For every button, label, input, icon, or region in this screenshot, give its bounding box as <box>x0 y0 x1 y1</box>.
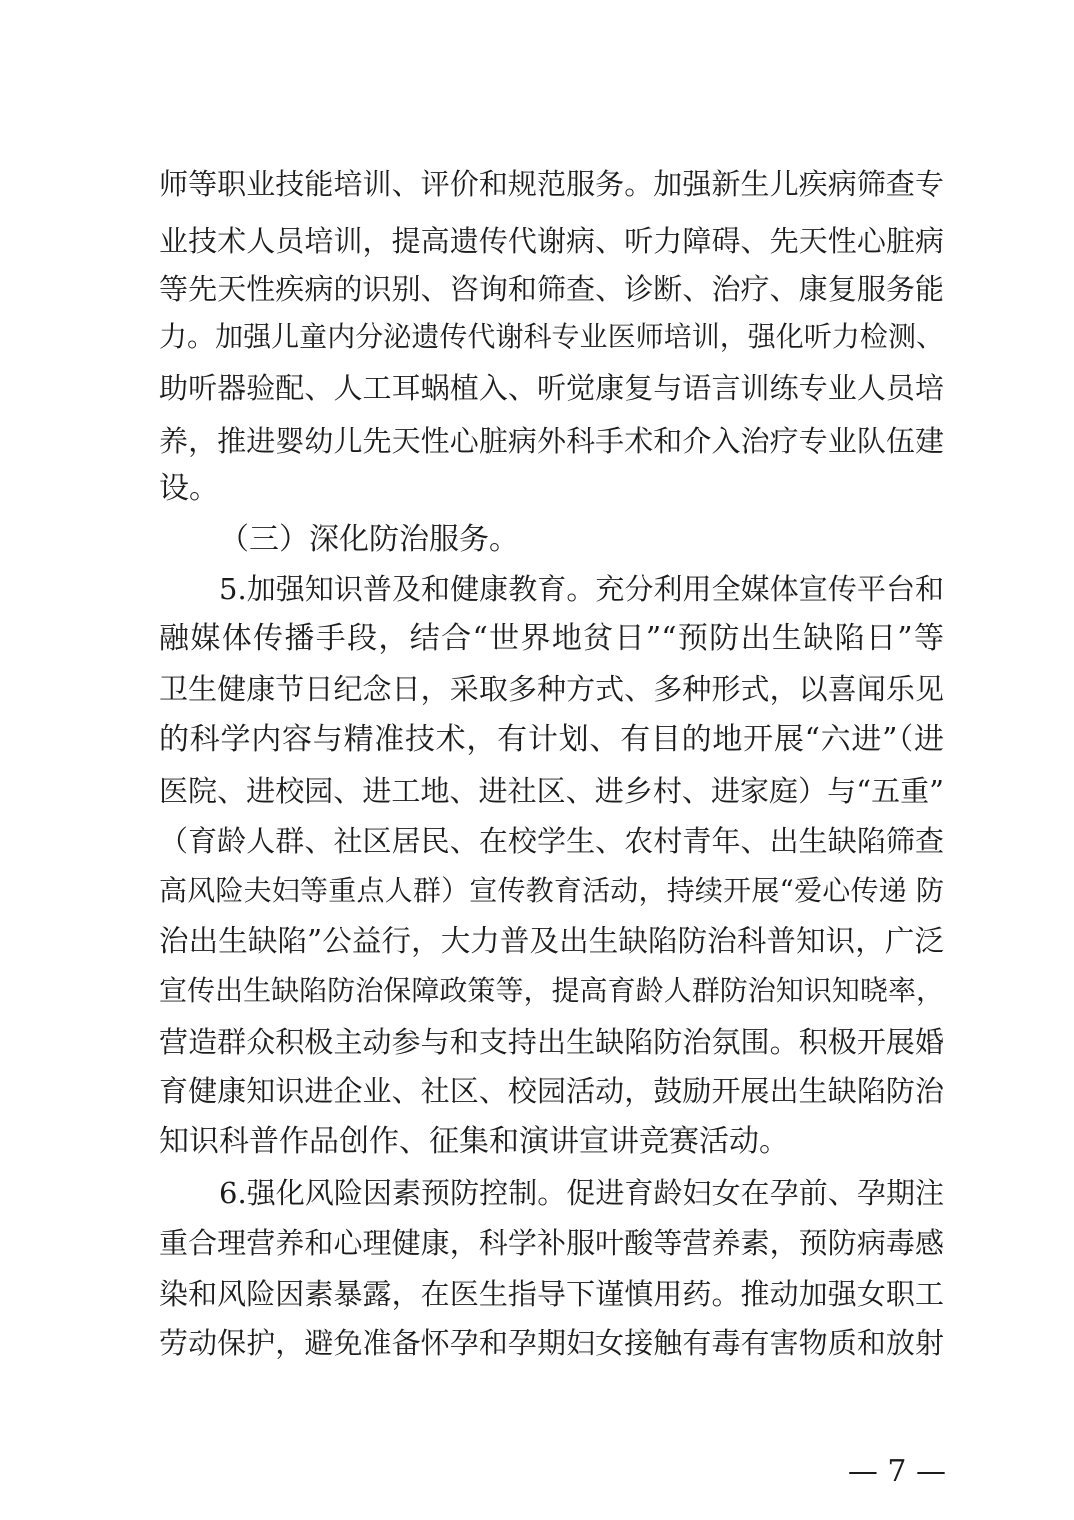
text-line: 重合理营养和心理健康，科学补服叶酸等营养素，预防病毒感 <box>159 1226 944 1260</box>
text-line: 高风险夫妇等重点人群）宣传教育活动，持续开展“爱心传递 防 <box>159 874 944 907</box>
text-line: 等先天性疾病的识别、咨询和筛查、诊断、治疗、康复服务能 <box>159 272 944 306</box>
text-line: 的科学内容与精准技术，有计划、有目的地开展“六进”（进 <box>159 722 944 757</box>
text-line: 力。加强儿童内分泌遗传代谢科专业医师培训，强化听力检测、 <box>159 320 944 353</box>
text-line: （育龄人群、社区居民、在校学生、农村青年、出生缺陷筛查 <box>159 824 944 858</box>
text-line: 育健康知识进企业、社区、校园活动，鼓励开展出生缺陷防治 <box>159 1074 944 1108</box>
text-line: 宣传出生缺陷防治保障政策等，提高育龄人群防治知识知晓率， <box>159 974 944 1007</box>
text-line: 医院、进校园、进工地、进社区、进乡村、进家庭）与“五重” <box>159 774 944 808</box>
text-line: 知识科普作品创作、征集和演讲宣讲竞赛活动。 <box>159 1124 789 1159</box>
page-number: — 7 — <box>847 1454 946 1489</box>
section-heading: （三）深化防治服务。 <box>219 522 519 557</box>
text-line: 养，推进婴幼儿先天性心脏病外科手术和介入治疗专业队伍建 <box>159 424 944 458</box>
text-line: 营造群众积极主动参与和支持出生缺陷防治氛围。积极开展婚 <box>159 1025 944 1059</box>
text-line: 业技术人员培训，提高遗传代谢病、听力障碍、先天性心脏病 <box>159 224 944 258</box>
text-line: 设。 <box>159 471 219 506</box>
text-line: 治出生缺陷”公益行，大力普及出生缺陷防治科普知识，广泛 <box>159 924 944 958</box>
text-line: 染和风险因素暴露，在医生指导下谨慎用药。推动加强女职工 <box>159 1277 944 1311</box>
paragraph-first-line: 6.强化风险因素预防控制。促进育龄妇女在孕前、孕期注 <box>219 1176 944 1210</box>
text-line: 助听器验配、人工耳蜗植入、听觉康复与语言训练专业人员培 <box>159 371 944 405</box>
text-line: 劳动保护，避免准备怀孕和孕期妇女接触有毒有害物质和放射 <box>159 1326 944 1360</box>
text-line: 卫生健康节日纪念日，采取多种方式、多种形式，以喜闻乐见 <box>159 672 944 706</box>
text-line: 师等职业技能培训、评价和规范服务。加强新生儿疾病筛查专 <box>159 167 944 201</box>
paragraph-first-line: 5.加强知识普及和健康教育。充分利用全媒体宣传平台和 <box>219 572 944 606</box>
text-line: 融媒体传播手段，结合“世界地贫日”“预防出生缺陷日”等 <box>159 621 944 656</box>
